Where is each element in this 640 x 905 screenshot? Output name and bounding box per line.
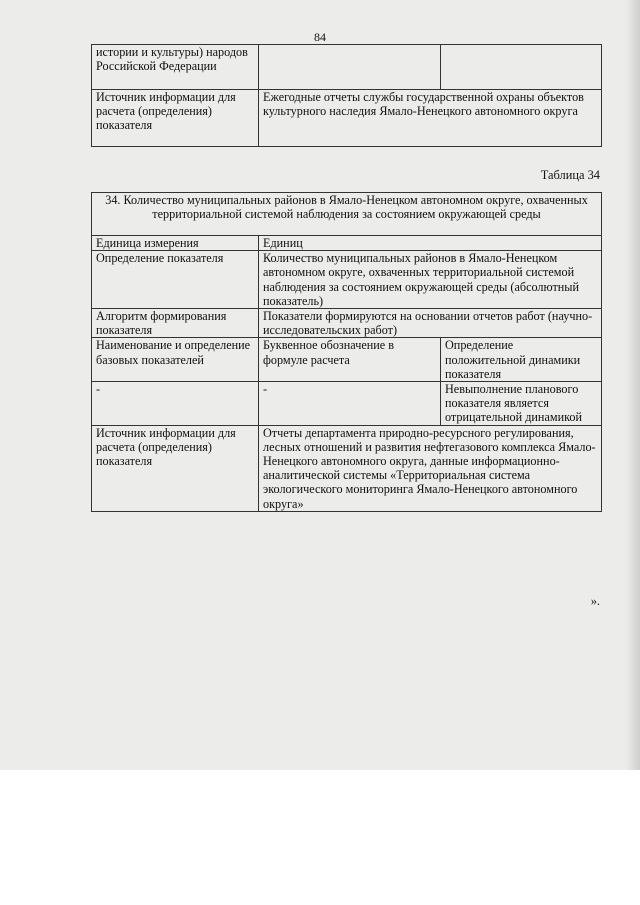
table-row [92, 338, 602, 382]
table-row [92, 236, 602, 251]
definition-label: Определение показателя [92, 251, 259, 309]
table-row [92, 251, 602, 309]
table-row [92, 309, 602, 338]
table-34 [91, 192, 602, 512]
table-cell [259, 45, 441, 90]
table-cell [441, 45, 602, 90]
table-caption: Таблица 34 [540, 168, 600, 182]
algorithm-label: Алгоритм формирования показателя [92, 309, 259, 338]
page-number: 84 [314, 30, 326, 44]
source-value-cell: Ежегодные отчеты службы государственной охраны объектов культурного наследия Ямало-Ненецкого автономного округа [259, 90, 602, 147]
base-header-name: Наименование и определение базовых показателей [92, 338, 259, 382]
base-row-dynamics: Невыполнение планового показателя является отрицательной динамикой [441, 382, 602, 426]
base-row-letter: - [259, 382, 441, 426]
source-label: Источник информации для расчета (определения) показателя [92, 425, 259, 511]
table-title: 34. Количество муниципальных районов в Ямало-Ненецком автономном округе, охваченных территориальной системой наблюдения за состоянием окружающей среды [92, 193, 602, 236]
table-cell: истории и культуры) народов Российской Федерации [92, 45, 259, 90]
table-row [92, 45, 602, 90]
page-bottom-margin [0, 770, 640, 905]
algorithm-value: Показатели формируются на основании отчетов работ (научно-исследовательских работ) [259, 309, 602, 338]
base-header-dynamics: Определение положительной динамики показателя [441, 338, 602, 382]
table-row [92, 425, 602, 511]
continuation-table [91, 44, 602, 147]
source-value: Отчеты департамента природно-ресурсного регулирования, лесных отношений и развития нефтегазового комплекса Ямало-Ненецкого автономного округа, данные информационно-аналитической системы «Территориальная система экологического мониторинга Ямало-Ненецкого автономного округа» [259, 425, 602, 511]
table-row [92, 382, 602, 426]
base-row-name: - [92, 382, 259, 426]
definition-value: Количество муниципальных районов в Ямало-Ненецком автономном округе, охваченных территориальной системой наблюдения за состоянием окружающей среды (абсолютный показатель) [259, 251, 602, 309]
table-title-row [92, 193, 602, 236]
base-header-letter: Буквенное обозначение в формуле расчета [259, 338, 441, 382]
closing-quote-mark: ». [590, 594, 600, 608]
unit-value: Единиц [259, 236, 602, 251]
source-label-cell: Источник информации для расчета (определения) показателя [92, 90, 259, 147]
table-row [92, 90, 602, 147]
unit-label: Единица измерения [92, 236, 259, 251]
